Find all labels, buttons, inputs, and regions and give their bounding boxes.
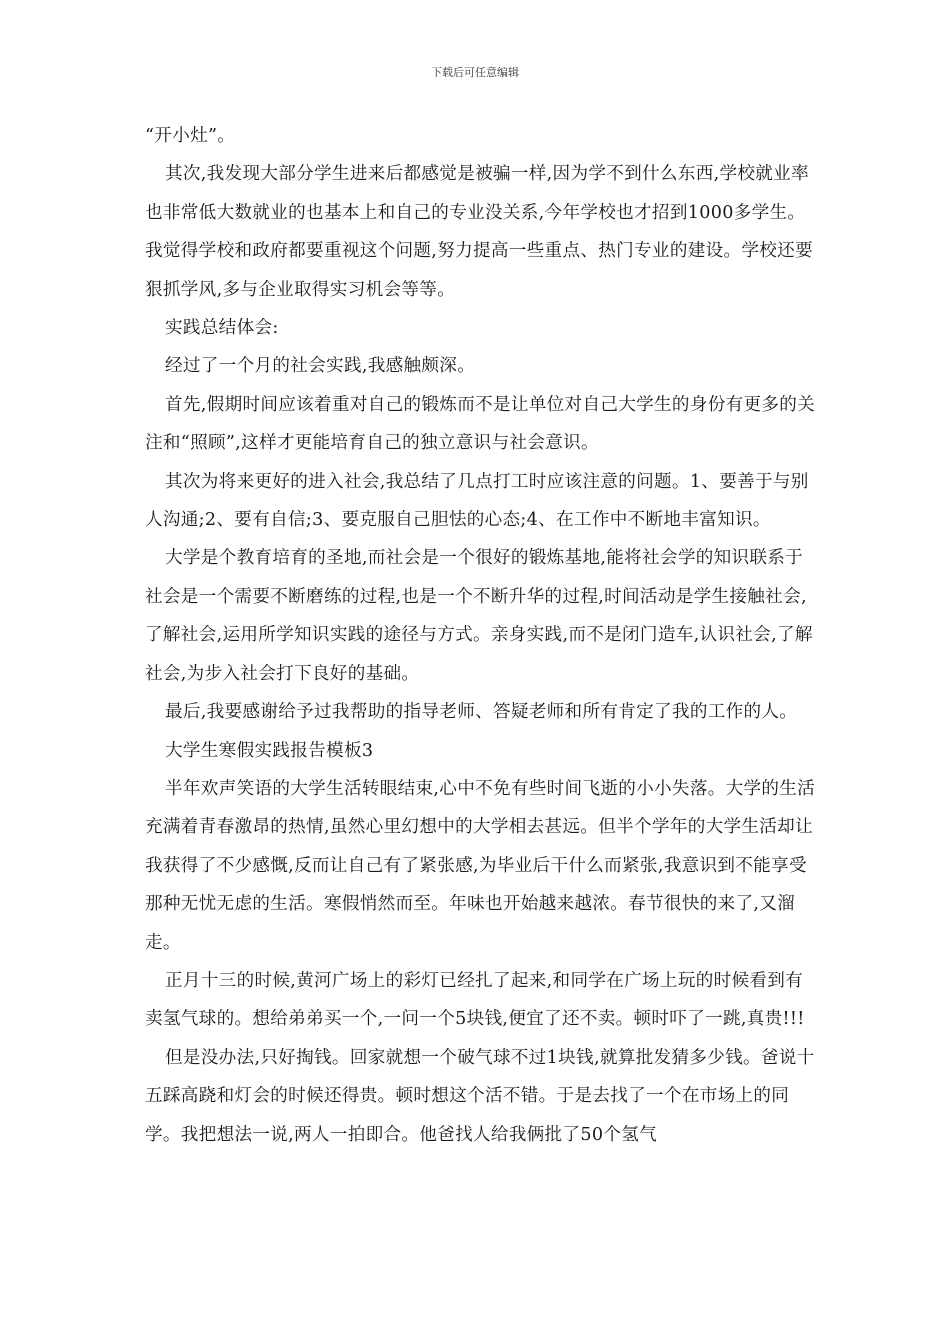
paragraph: 最后,我要感谢给予过我帮助的指导老师、答疑老师和所有肯定了我的工作的人。 [165, 702, 798, 723]
page-header: 下载后可任意编辑 [431, 66, 519, 79]
paragraph: 首先,假期时间应该着重对自己的锻炼而不是让单位对自己大学生的身份有更多的关注和“照顾”,这样才更能培育自己的独立意识与社会意识。 [145, 394, 816, 454]
paragraph: 实践总结体会: [165, 318, 279, 339]
document-body [145, 117, 817, 1154]
paragraph: 其次,我发现大部分学生进来后都感觉是被骗一样,因为学不到什么东西,学校就业率也非常低大数就业的也基本上和自己的专业没关系,今年学校也才招到1000多学生。我觉得学校和政府都要重视这个问题,努力提高一些重点、热门专业的建设。学校还要狠抓学风,多与企业取得实习机会等等。 [145, 164, 813, 300]
paragraph: 经过了一个月的社会实践,我感触颇深。 [165, 356, 476, 377]
paragraph: 大学是个教育培育的圣地,而社会是一个很好的锻炼基地,能将社会学的知识联系于社会是一个需要不断磨练的过程,也是一个不断升华的过程,时间活动是学生接触社会,了解社会,运用所学知识实践的途径与方式。亲身实践,而不是闭门造车,认识社会,了解社会,为步入社会打下良好的基础。 [145, 548, 813, 684]
section-heading: 大学生寒假实践报告模板3 [165, 740, 374, 761]
paragraph: 正月十三的时候,黄河广场上的彩灯已经扎了起来,和同学在广场上玩的时候看到有卖氢气球的。想给弟弟买一个,一问一个5块钱,便宜了还不卖。顿时吓了一跳,真贵!!! [145, 970, 805, 1030]
paragraph: “开小灶”。 [145, 126, 236, 146]
paragraph: 但是没办法,只好掏钱。回家就想一个破气球不过1块钱,就算批发猜多少钱。爸说十五踩高跷和灯会的时候还得贵。顿时想这个活不错。于是去找了一个在市场上的同学。我把想法一说,两人一拍即合。他爸找人给我俩批了50个氢气 [145, 1047, 815, 1145]
paragraph: 其次为将来更好的进入社会,我总结了几点打工时应该注意的问题。1、要善于与别人沟通;2、要有自信;3、要克服自己胆怯的心态;4、在工作中不断地丰富知识。 [145, 471, 809, 531]
paragraph: 半年欢声笑语的大学生活转眼结束,心中不免有些时间飞逝的小小失落。大学的生活充满着青春激昂的热情,虽然心里幻想中的大学相去甚远。但半个学年的大学生活却让我获得了不少感慨,反而让自己有了紧张感,为毕业后干什么而紧张,我意识到不能享受那种无忧无虑的生活。寒假悄然而至。年味也开始越来越浓。春节很快的来了,又溜走。 [145, 778, 816, 953]
